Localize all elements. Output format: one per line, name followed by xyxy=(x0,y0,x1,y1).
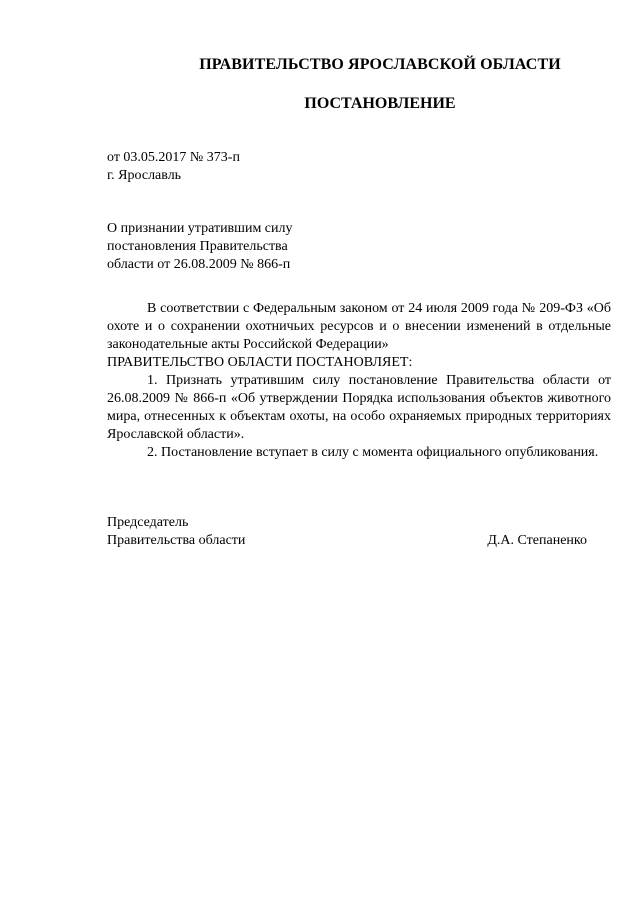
item-2-paragraph: 2. Постановление вступает в силу с момента официального опубликования. xyxy=(147,445,599,460)
document-subject xyxy=(107,220,347,274)
city: г. Ярославль xyxy=(107,168,182,183)
preamble-paragraph: В соответствии с Федеральным законом от 24 июля 2009 года № 209-ФЗ «Об охоте и о сохранении охотничьих ресурсов и о внесении изменений в отдельные законодательные акты Российской Федерации» xyxy=(107,301,611,352)
subject-line-2: постановления Правительства xyxy=(107,239,288,254)
subject-line-3: области от 26.08.2009 № 866-п xyxy=(107,257,291,272)
date-number: от 03.05.2017 № 373-п xyxy=(107,150,240,165)
subject-line-1: О признании утратившим силу xyxy=(107,221,293,236)
document-body xyxy=(107,300,611,462)
decree-heading: ПРАВИТЕЛЬСТВО ОБЛАСТИ ПОСТАНОВЛЯЕТ: xyxy=(107,355,413,370)
item-1-paragraph: 1. Признать утратившим силу постановление Правительства области от 26.08.2009 № 866-п «Об утверждении Порядка использования объектов животного мира, отнесенных к объектам охоты, на особо охраняемых природных территориях Ярославской области». xyxy=(107,373,611,442)
signer-position-line-1: Председатель xyxy=(107,515,189,530)
signer-name: Д.А. Степаненко xyxy=(487,533,587,548)
document-type-title: ПОСТАНОВЛЕНИЕ xyxy=(304,95,456,112)
document-meta xyxy=(107,149,240,185)
signature-block xyxy=(107,514,587,550)
organization-title: ПРАВИТЕЛЬСТВО ЯРОСЛАВСКОЙ ОБЛАСТИ xyxy=(199,56,561,73)
signer-position-line-2: Правительства области xyxy=(107,533,246,548)
